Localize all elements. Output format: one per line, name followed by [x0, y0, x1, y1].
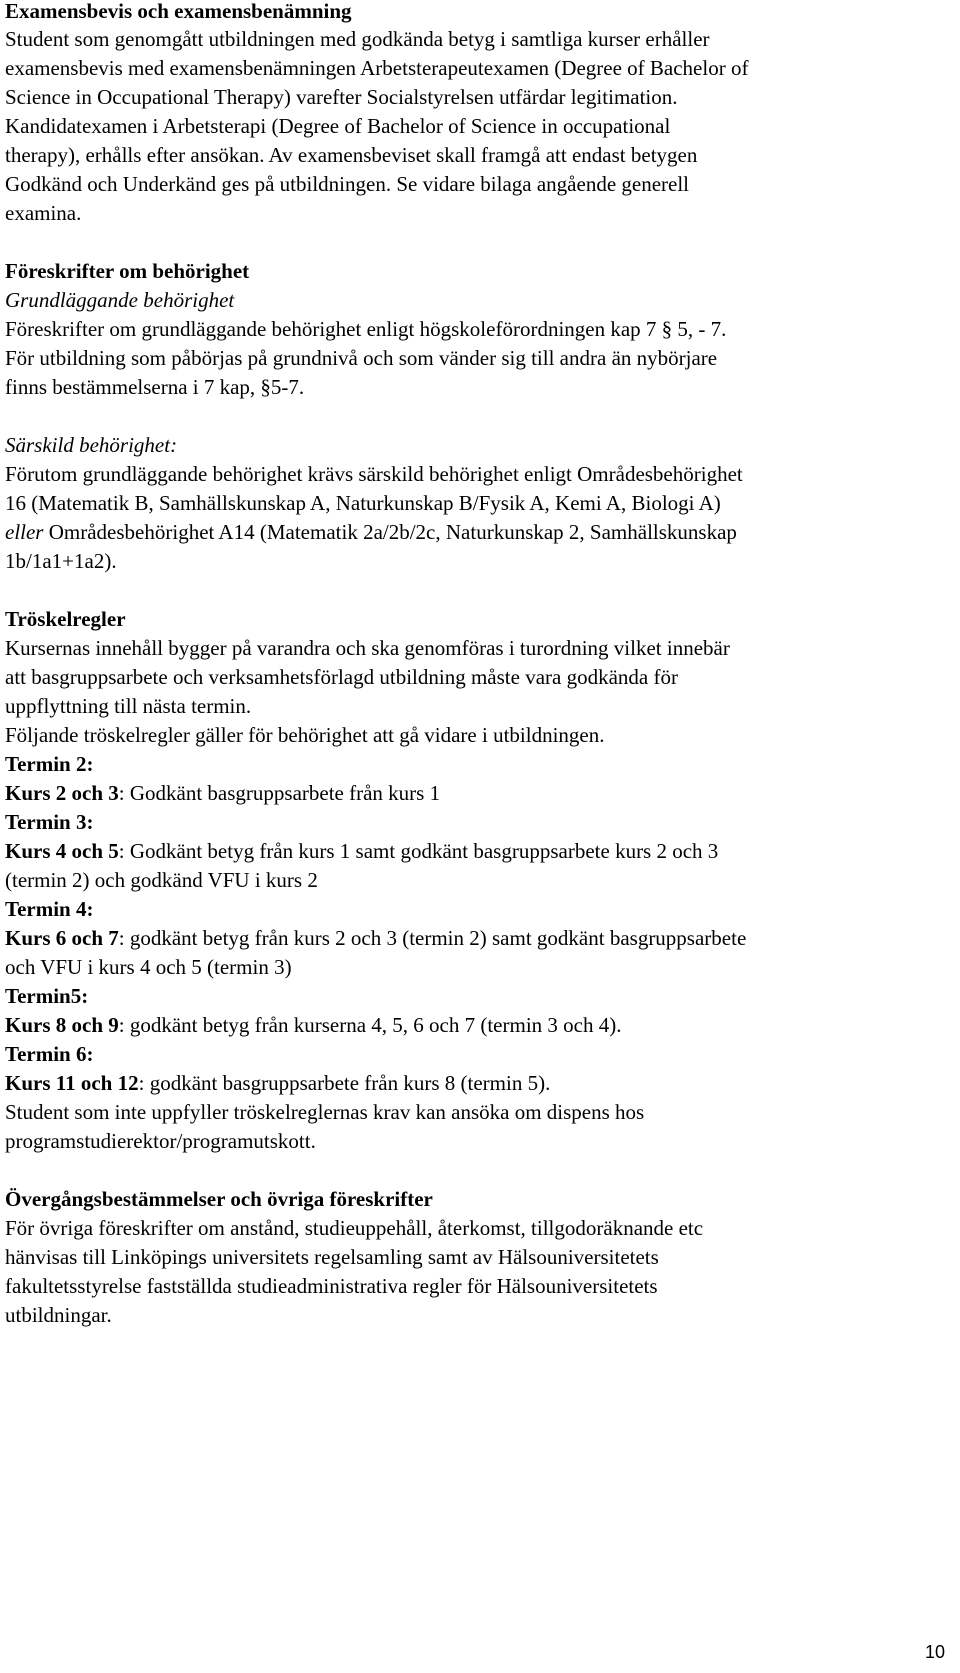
paragraph-line: För övriga föreskrifter om anstånd, studieuppehåll, återkomst, tillgodoräknande etc	[5, 1216, 704, 1240]
page-number: 10	[924, 1642, 945, 1662]
termin-rule	[5, 1010, 621, 1040]
termin-rule	[5, 923, 746, 953]
paragraph-line: finns bestämmelserna i 7 kap, §5-7.	[5, 375, 305, 399]
paragraph-line: programstudierektor/programutskott.	[5, 1129, 316, 1153]
heading-troskelregler: Tröskelregler	[5, 607, 126, 631]
kurs-label: Kurs 4 och 5	[5, 839, 119, 863]
heading-behorighet: Föreskrifter om behörighet	[5, 259, 250, 283]
paragraph-line: Godkänd och Underkänd ges på utbildningen. Se vidare bilaga angående generell	[5, 172, 690, 196]
paragraph-line: För utbildning som påbörjas på grundnivå och som vänder sig till andra än nybörjare	[5, 346, 718, 370]
eller-word: eller	[5, 520, 44, 544]
paragraph-line: Kursernas innehåll bygger på varandra och ska genomföras i turordning vilket innebär	[5, 636, 730, 660]
rule-text: : godkänt basgruppsarbete från kurs 8 (termin 5).	[138, 1071, 551, 1095]
paragraph-line: Student som genomgått utbildningen med godkända betyg i samtliga kurser erhåller	[5, 27, 710, 51]
paragraph-line: hänvisas till Linköpings universitets regelsamling samt av Hälsouniversitetets	[5, 1245, 659, 1269]
paragraph-line: therapy), erhålls efter ansökan. Av examensbeviset skall framgå att endast betygen	[5, 143, 698, 167]
paragraph-line: och VFU i kurs 4 och 5 (termin 3)	[5, 955, 292, 979]
paragraph-line: 16 (Matematik B, Samhällskunskap A, Naturkunskap B/Fysik A, Kemi A, Biologi A)	[5, 491, 721, 515]
paragraph-line: Föreskrifter om grundläggande behörighet enligt högskoleförordningen kap 7 § 5, - 7.	[5, 317, 727, 341]
termin-rule	[5, 778, 440, 808]
kurs-label: Kurs 2 och 3	[5, 781, 119, 805]
paragraph-line: examensbevis med examensbenämningen Arbetsterapeutexamen (Degree of Bachelor of	[5, 56, 749, 80]
paragraph-line: att basgruppsarbete och verksamhetsförlagd utbildning måste vara godkända för	[5, 665, 678, 689]
termin-label: Termin 3:	[5, 810, 94, 834]
paragraph-line: examina.	[5, 201, 82, 225]
paragraph-line: uppflyttning till nästa termin.	[5, 694, 252, 718]
paragraph-line: Kandidatexamen i Arbetsterapi (Degree of Bachelor of Science in occupational	[5, 114, 671, 138]
rule-text: : godkänt betyg från kurs 2 och 3 (termin 2) samt godkänt basgruppsarbete	[118, 926, 747, 950]
heading-overgangsbestammelser: Övergångsbestämmelser och övriga föreskrifter	[5, 1187, 433, 1211]
termin-label: Termin 4:	[5, 897, 94, 921]
subheading-grundlaggande: Grundläggande behörighet	[5, 288, 235, 312]
rule-text: : Godkänt betyg från kurs 1 samt godkänt basgruppsarbete kurs 2 och 3	[118, 839, 719, 863]
eller-rest: Områdesbehörighet A14 (Matematik 2a/2b/2c, Naturkunskap 2, Samhällskunskap	[43, 520, 737, 544]
subheading-sarskild: Särskild behörighet:	[5, 433, 178, 457]
termin-label: Termin5:	[5, 984, 89, 1008]
termin-label: Termin 6:	[5, 1042, 94, 1066]
paragraph-line: fakultetsstyrelse fastställda studieadministrativa regler för Hälsouniversitetets	[5, 1274, 658, 1298]
paragraph-line: Science in Occupational Therapy) varefter Socialstyrelsen utfärdar legitimation.	[5, 85, 678, 109]
heading-examensbevis: Examensbevis och examensbenämning	[5, 0, 352, 23]
rule-text: : godkänt betyg från kurserna 4, 5, 6 och 7 (termin 3 och 4).	[118, 1013, 622, 1037]
paragraph-line: Följande tröskelregler gäller för behörighet att gå vidare i utbildningen.	[5, 723, 605, 747]
kurs-label: Kurs 11 och 12	[5, 1071, 139, 1095]
paragraph-line	[5, 517, 737, 547]
paragraph-line: Student som inte uppfyller tröskelreglernas krav kan ansöka om dispens hos	[5, 1100, 645, 1124]
kurs-label: Kurs 6 och 7	[5, 926, 119, 950]
kurs-label: Kurs 8 och 9	[5, 1013, 119, 1037]
termin-rule	[5, 836, 718, 866]
paragraph-line: (termin 2) och godkänd VFU i kurs 2	[5, 868, 318, 892]
rule-text: : Godkänt basgruppsarbete från kurs 1	[118, 781, 441, 805]
paragraph-line: 1b/1a1+1a2).	[5, 549, 117, 573]
paragraph-line: utbildningar.	[5, 1303, 112, 1327]
termin-rule	[5, 1068, 550, 1098]
paragraph-line: Förutom grundläggande behörighet krävs särskild behörighet enligt Områdesbehörighet	[5, 462, 743, 486]
termin-label: Termin 2:	[5, 752, 94, 776]
